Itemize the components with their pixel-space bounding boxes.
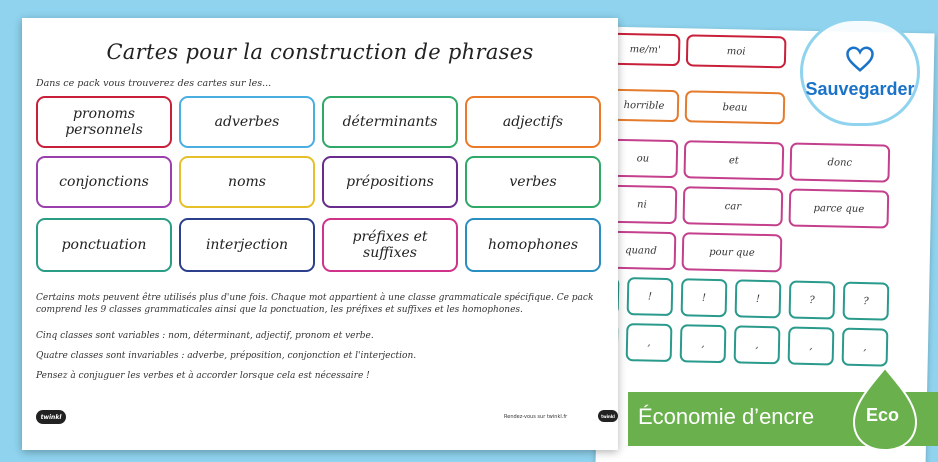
category-card: ponctuation: [36, 218, 172, 272]
intro-text: Dans ce pack vous trouverez des cartes sur les...: [36, 78, 272, 89]
back-card: moi: [686, 34, 787, 68]
category-card: conjonctions: [36, 156, 172, 208]
back-card: ,: [842, 328, 889, 367]
back-card: !: [681, 278, 728, 317]
back-card: ?: [789, 281, 836, 320]
back-card: ,: [680, 324, 727, 363]
twinkl-logo: twinkl: [36, 410, 66, 424]
back-card: horrible: [609, 89, 680, 122]
category-card: interjection: [179, 218, 315, 272]
back-card: !: [627, 277, 674, 316]
description-paragraph: Pensez à conjuguer les verbes et à accorder lorsque cela est nécessaire !: [36, 371, 370, 381]
back-card: me/m': [610, 33, 681, 66]
back-card: ,: [788, 327, 835, 366]
save-label: Sauvegarder: [805, 78, 915, 99]
back-card: !: [735, 279, 782, 318]
page-title: Cartes pour la construction de phrases: [106, 40, 534, 64]
back-card: quand: [606, 231, 677, 270]
back-card: pour que: [682, 232, 783, 272]
back-card: beau: [685, 90, 786, 124]
back-card: ?: [843, 282, 890, 321]
save-button[interactable]: [800, 18, 920, 126]
front-sheet: [22, 18, 618, 450]
eco-badge-text: Eco: [866, 405, 900, 425]
back-card: ,: [626, 323, 673, 362]
back-card: car: [683, 186, 784, 226]
description-paragraph: Quatre classes sont invariables : adverbe, préposition, conjonction et l'interjection.: [36, 351, 417, 361]
category-card: adjectifs: [465, 96, 601, 148]
category-card: prépositions: [322, 156, 458, 208]
footer-note: Rendez-vous sur twinkl.fr: [504, 414, 568, 420]
category-card: préfixes et suffixes: [322, 218, 458, 272]
description-paragraph: Cinq classes sont variables : nom, déterminant, adjectif, pronom et verbe.: [36, 331, 374, 341]
category-card: homophones: [465, 218, 601, 272]
category-card: pronoms personnels: [36, 96, 172, 148]
category-card: déterminants: [322, 96, 458, 148]
description-paragraph: Certains mots peuvent être utilisés plus d'une fois. Chaque mot appartient à une classe grammaticale spécifique. Ce pack comprend les 9 classes grammaticales ainsi que la ponctuation, les préfixes et suffixes et les homophones.: [36, 293, 594, 315]
back-card: donc: [789, 143, 890, 183]
back-card: parce que: [788, 188, 889, 228]
back-card: ou: [608, 139, 679, 178]
heart-icon: [845, 45, 875, 73]
twinkl-logo-small: twinkl: [598, 410, 618, 422]
category-card: adverbes: [179, 96, 315, 148]
back-card: ,: [734, 325, 781, 364]
category-card: verbes: [465, 156, 601, 208]
category-card: noms: [179, 156, 315, 208]
eco-label: Économie d’encre: [638, 404, 815, 429]
back-card: ni: [607, 185, 678, 224]
back-card: et: [683, 140, 784, 180]
